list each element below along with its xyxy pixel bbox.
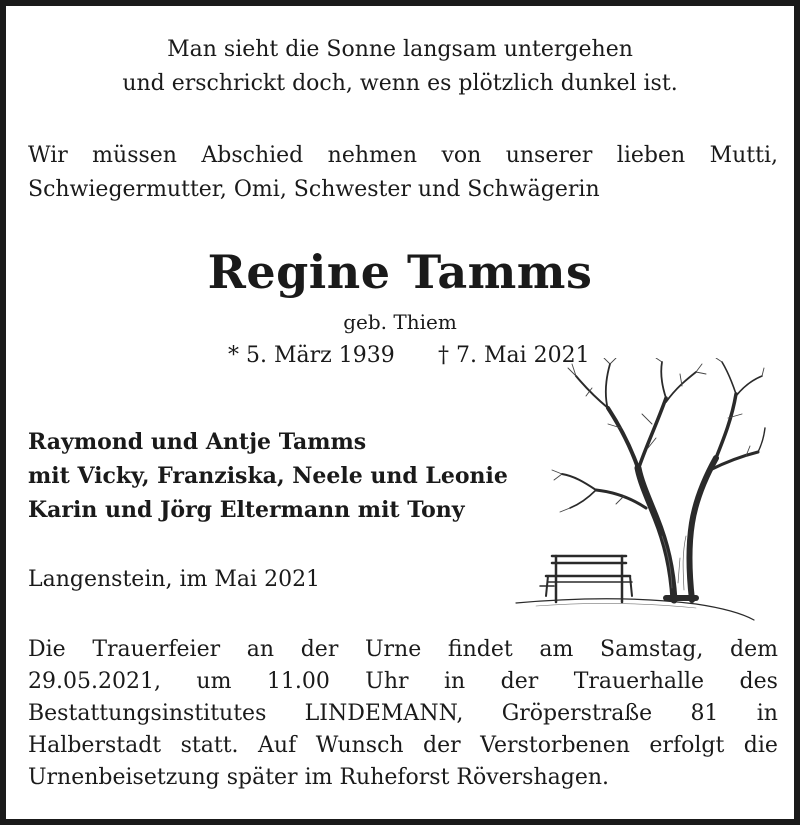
word: Verstorbenen xyxy=(480,733,630,758)
word: erfolgt xyxy=(649,733,725,758)
word: Samstag, xyxy=(600,637,704,662)
word: in xyxy=(756,701,778,726)
word: an xyxy=(246,637,275,662)
birth-date: * 5. März 1939 xyxy=(228,343,395,368)
word: die xyxy=(743,733,778,758)
word: Uhr xyxy=(365,669,409,694)
mourner-line-1: Raymond und Antje Tamms xyxy=(28,429,367,455)
tree-and-bench-icon xyxy=(496,358,766,633)
motto-line-1: Man sieht die Sonne langsam untergehen xyxy=(167,37,633,62)
word: LINDEMANN, xyxy=(304,701,464,726)
intro-line-1 xyxy=(28,142,778,170)
word: 29.05.2021, xyxy=(28,669,161,694)
word: Die xyxy=(28,637,66,662)
mourner-line-2: mit Vicky, Franziska, Neele und Leonie xyxy=(28,463,508,489)
word: 11.00 xyxy=(266,669,330,694)
notice-line-2 xyxy=(28,668,778,696)
mourner-line-3: Karin und Jörg Eltermann mit Tony xyxy=(28,497,465,523)
word: findet xyxy=(447,637,513,662)
word: Halberstadt xyxy=(28,733,162,758)
word: Urne xyxy=(365,637,422,662)
word: Auf xyxy=(258,733,297,758)
word: am xyxy=(539,637,574,662)
word: Trauerfeier xyxy=(92,637,221,662)
word: Wir xyxy=(28,143,68,168)
maiden-name: geb. Thiem xyxy=(343,310,457,334)
word: dem xyxy=(730,637,778,662)
word: Mutti, xyxy=(709,143,778,168)
word: von xyxy=(441,143,482,168)
death-date: † 7. Mai 2021 xyxy=(438,343,590,368)
word: müssen xyxy=(92,143,177,168)
notice-line-4 xyxy=(28,732,778,760)
word: der xyxy=(300,637,339,662)
word: des xyxy=(739,669,778,694)
intro-line-2: Schwiegermutter, Omi, Schwester und Schwägerin xyxy=(28,177,600,202)
notice-line-3 xyxy=(28,700,778,728)
deceased-name: Regine Tamms xyxy=(207,245,593,299)
word: unserer xyxy=(505,143,593,168)
word: Gröperstraße xyxy=(501,701,653,726)
word: Trauerhalle xyxy=(573,669,705,694)
motto-line-2: und erschrickt doch, wenn es plötzlich dunkel ist. xyxy=(122,71,678,96)
word: in xyxy=(443,669,466,694)
notice-line-5: Urnenbeisetzung später im Ruheforst Rövershagen. xyxy=(28,765,610,790)
word: Abschied xyxy=(201,143,304,168)
place-date: Langenstein, im Mai 2021 xyxy=(28,567,321,592)
word: nehmen xyxy=(327,143,418,168)
word: Bestattungsinstitutes xyxy=(28,701,267,726)
word: der xyxy=(500,669,539,694)
word: statt. xyxy=(180,733,239,758)
notice-line-1 xyxy=(28,636,778,664)
word: Wunsch xyxy=(315,733,404,758)
word: lieben xyxy=(616,143,686,168)
word: der xyxy=(423,733,461,758)
word: um xyxy=(196,669,232,694)
word: 81 xyxy=(690,701,719,726)
